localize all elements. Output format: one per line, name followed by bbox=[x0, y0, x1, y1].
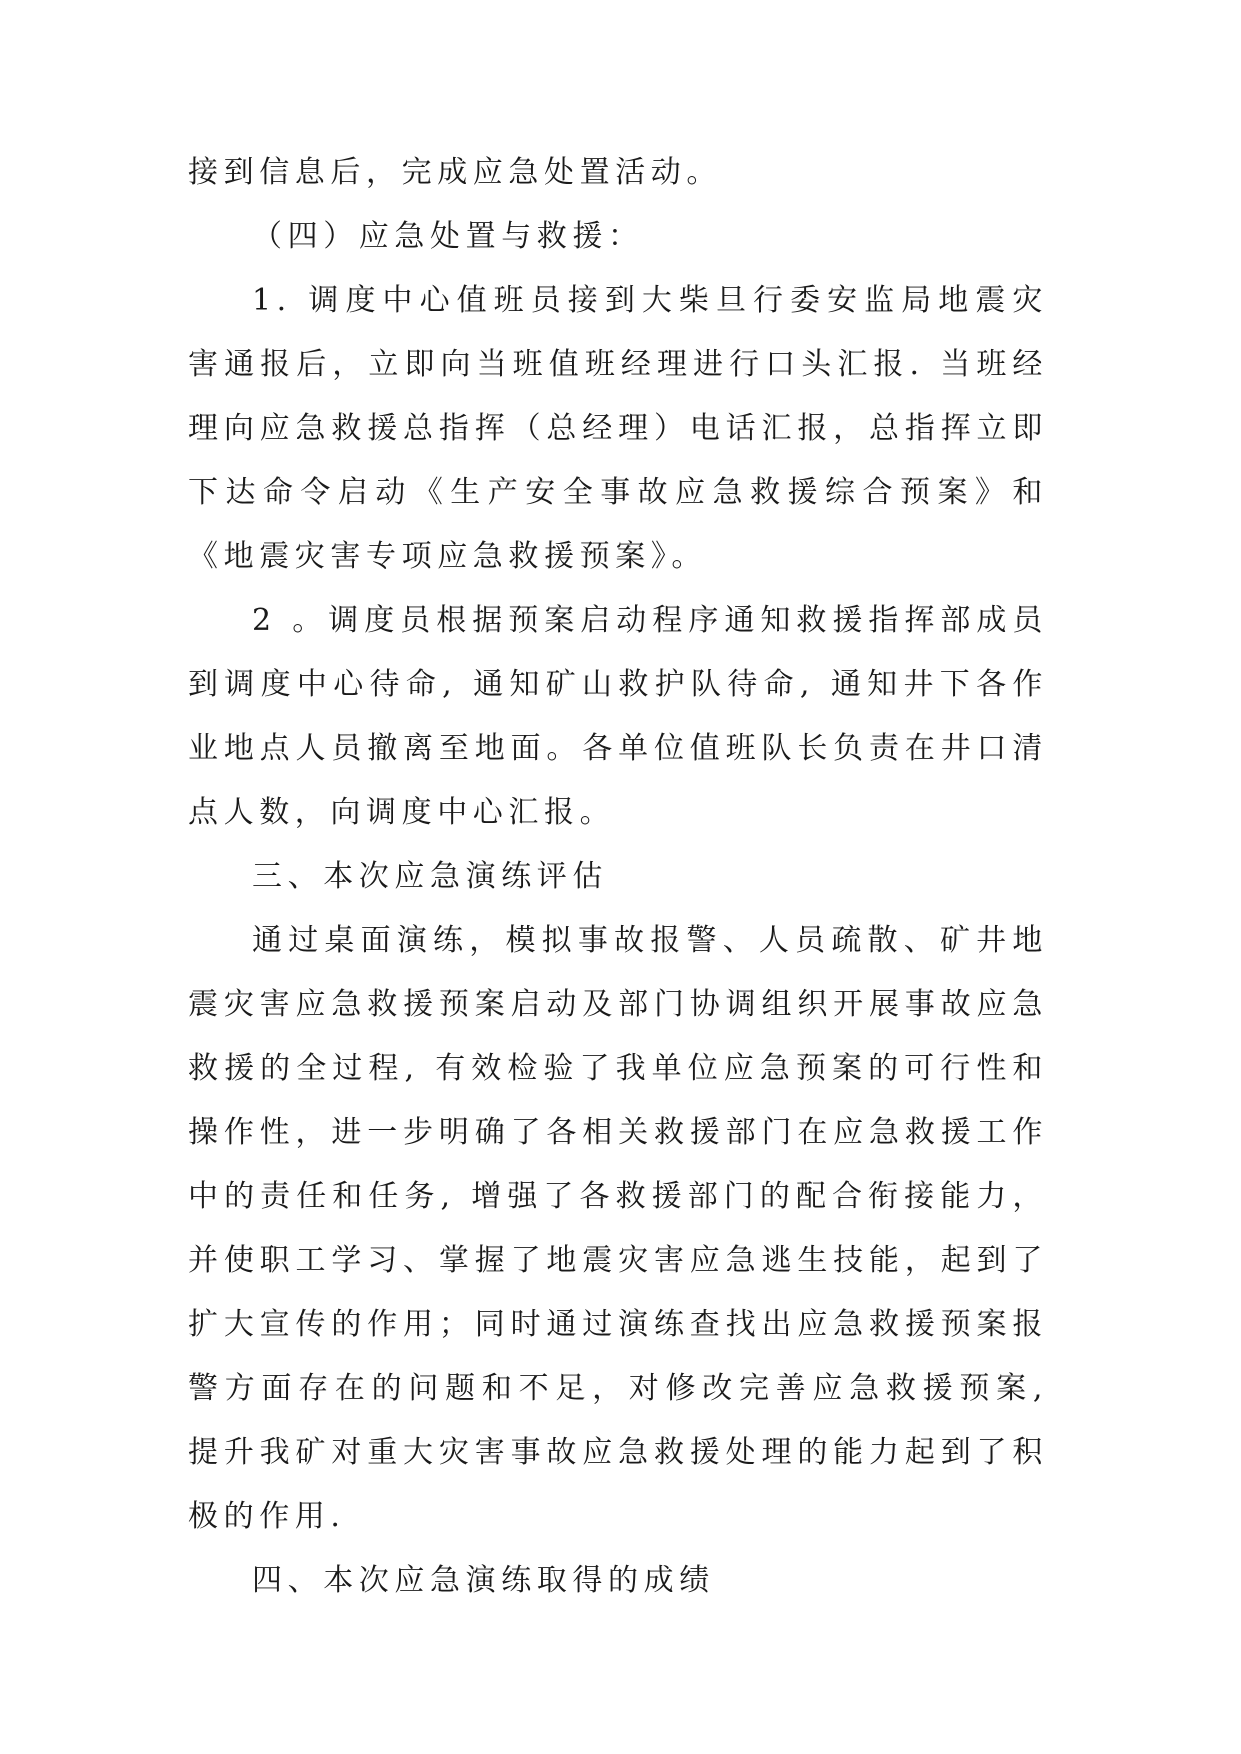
paragraph-item-2: 2 。调度员根据预案启动程序通知救援指挥部成员到调度中心待命, 通知矿山救护队待命, 通知井下各作业地点人员撤离至地面。各单位值班队长负责在井口清点人数，向调度中心汇报。 bbox=[188, 603, 1048, 830]
paragraph-continuation: 接到信息后，完成应急处置活动。 bbox=[188, 155, 722, 190]
section-heading-achievements: 四、本次应急演练取得的成绩 bbox=[252, 1563, 715, 1598]
paragraph-item-1: 1. 调度中心值班员接到大柴旦行委安监局地震灾害通报后，立即向当班值班经理进行口头汇报. 当班经理向应急救援总指挥（总经理）电话汇报，总指挥立即下达命令启动《生产安全事故应急救援综合预案》和《地震灾害专项应急救援预案》。 bbox=[188, 283, 1048, 574]
paragraph-evaluation: 通过桌面演练，模拟事故报警、人员疏散、矿井地震灾害应急救援预案启动及部门协调组织开展事故应急救援的全过程, 有效检验了我单位应急预案的可行性和操作性，进一步明确了各相关救援部门在应急救援工作中的责任和任务, 增强了各救援部门的配合衔接能力，并使职工学习、掌握了地震灾害应急逃生技能，起到了扩大宣传的作用；同时通过演练查找出应急救援预案报警方面存在的问题和不足，对修改完善应急救援预案, 提升我矿对重大灾害事故应急救援处理的能力起到了积极的作用. bbox=[188, 923, 1048, 1534]
section-heading-evaluation: 三、本次应急演练评估 bbox=[252, 859, 608, 894]
section-heading-emergency-response: （四）应急处置与救援： bbox=[252, 219, 644, 254]
document-body bbox=[188, 141, 1048, 1613]
